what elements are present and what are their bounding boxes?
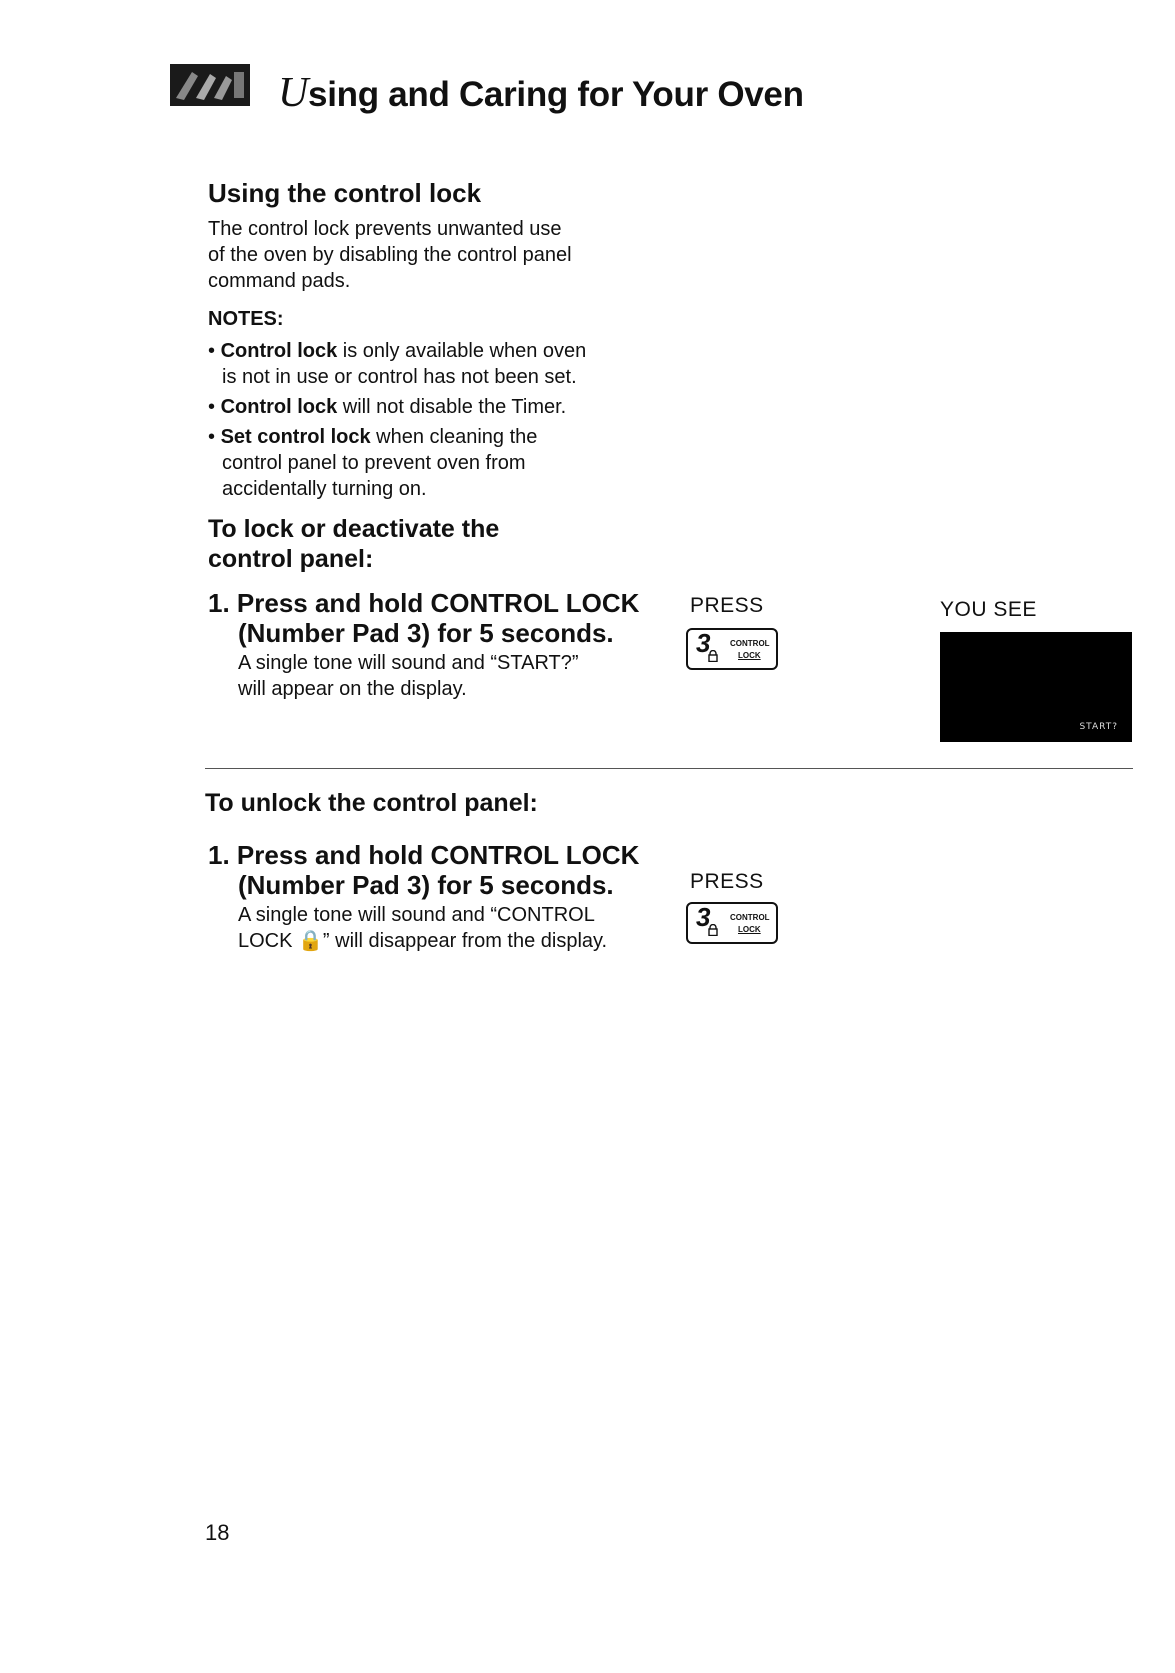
keypad-text-line1: CONTROL [730, 913, 770, 922]
note-continuation: accidentally turning on. [222, 478, 427, 500]
note-bold: Control lock [220, 340, 338, 362]
lock-heading [208, 514, 499, 574]
unlock-heading: To unlock the control panel: [205, 789, 538, 817]
section-heading: Using the control lock [208, 178, 482, 208]
lock-desc-line: will appear on the display. [238, 678, 467, 700]
press-label: PRESS [690, 870, 764, 893]
keypad-text-line1: CONTROL [730, 639, 770, 648]
intro-line: command pads. [208, 270, 351, 292]
control-lock-keypad[interactable] [686, 628, 778, 670]
title-initial: U [278, 70, 309, 116]
lock-heading-line: control panel: [208, 545, 374, 573]
section-divider [205, 768, 1133, 769]
lock-desc-line: A single tone will sound and “START?” [238, 652, 579, 674]
unlock-step-title-cont: (Number Pad 3) for 5 seconds. [238, 870, 614, 900]
unlock-step-title: 1. Press and hold CONTROL LOCK [208, 840, 640, 870]
page-number: 18 [205, 1520, 230, 1545]
unlock-step-desc [238, 902, 607, 954]
lock-step-title-cont: (Number Pad 3) for 5 seconds. [238, 618, 614, 648]
note-continuation: control panel to prevent oven from [222, 452, 526, 474]
lock-heading-line: To lock or deactivate the [208, 515, 500, 543]
keypad-text-line2: LOCK [738, 651, 761, 660]
keypad-text-line2: LOCK [738, 925, 761, 934]
note-text: will not disable the Timer. [337, 396, 567, 418]
intro-line: of the oven by disabling the control panel [208, 244, 572, 266]
lock-step-desc [238, 650, 579, 702]
lock-icon [708, 650, 718, 662]
notes-label: NOTES: [208, 308, 284, 330]
lock-icon [708, 924, 718, 936]
title-rest: sing and Caring for Your Oven [308, 75, 804, 114]
notes-list [208, 338, 586, 502]
press-label: PRESS [690, 594, 764, 617]
lock-step-title: 1. Press and hold CONTROL LOCK [208, 588, 640, 618]
note-bold: Control lock [220, 396, 338, 418]
intro-line: The control lock prevents unwanted use [208, 218, 562, 240]
note-item: • Control lock is only available when oven [208, 340, 587, 362]
page-title [278, 72, 804, 114]
note-text: when cleaning the [370, 426, 538, 448]
note-continuation: is not in use or control has not been set. [222, 366, 577, 388]
intro-paragraph [208, 216, 572, 294]
keypad-number: 3 [696, 902, 711, 932]
unlock-desc-line: LOCK 🔒” will disappear from the display. [238, 930, 608, 952]
keypad-number: 3 [696, 628, 711, 658]
control-lock-keypad[interactable] [686, 902, 778, 944]
oven-display [940, 632, 1132, 742]
you-see-label: YOU SEE [940, 598, 1037, 621]
display-text: START? [1079, 722, 1118, 732]
note-item: • Control lock will not disable the Timer. [208, 396, 567, 418]
note-item: • Set control lock when cleaning the [208, 426, 538, 448]
unlock-desc-line: A single tone will sound and “CONTROL [238, 904, 595, 926]
oven-logo-icon [170, 64, 250, 106]
note-bold: Set control lock [220, 426, 371, 448]
note-text: is only available when oven [337, 340, 587, 362]
